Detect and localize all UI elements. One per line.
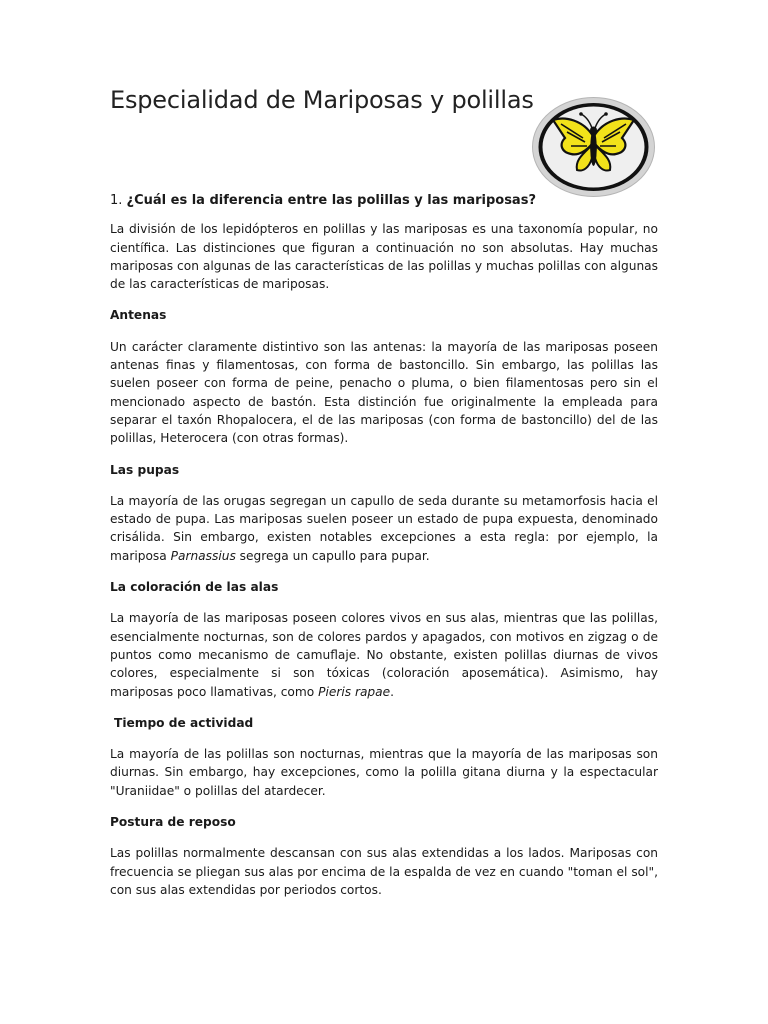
section-heading-actividad: Tiempo de actividad bbox=[114, 715, 254, 730]
section-heading-pupas: Las pupas bbox=[110, 462, 180, 477]
section-heading-reposo: Postura de reposo bbox=[110, 815, 236, 830]
pupas-text-before: La mayoría de las orugas segregan un capullo de seda durante su metamorfosis hacia el estado de pupa. Las mariposas suelen poseer un estado de pupa expuesta, denominado crisálida. Sin embargo, existen notables excepciones a esta regla: por ejemplo, la mariposa bbox=[110, 493, 658, 563]
section-text-coloracion bbox=[110, 609, 658, 700]
pupas-text-after: segrega un capullo para pupar. bbox=[235, 548, 430, 563]
intro-paragraph: La división de los lepidópteros en polillas y las mariposas es una taxonomía popular, no científica. Las distinciones que figuran a continuación no son absolutas. Hay muchas mariposas con algunas de las características de las polillas y muchas polillas con algunas de las características de mariposas. bbox=[110, 222, 658, 292]
section-heading-antenas: Antenas bbox=[110, 308, 167, 323]
section-text-actividad: La mayoría de las polillas son nocturnas, mientras que la mayoría de las mariposas son diurnas. Sin embargo, hay excepciones, como la polilla gitana diurna y la espectacular "Uraniidae" o polillas del atardecer. bbox=[110, 747, 658, 798]
species-parnassius: Parnassius bbox=[170, 548, 236, 563]
coloracion-text-before: La mayoría de las mariposas poseen colores vivos en sus alas, mientras que las polillas, esencialmente nocturnas, son de colores pardos y apagados, con motivos en zigzag o de puntos como mecanismo de camuflaje. No obstante, existen polillas diurnas de vivos colores, especialmente si son tóxicas (coloración aposemática). Asimismo, hay mariposas poco llamativas, como bbox=[110, 611, 658, 699]
butterfly-emblem-icon bbox=[531, 96, 656, 198]
question-text: ¿Cuál es la diferencia entre las polillas y las mariposas? bbox=[126, 193, 536, 208]
page-title: Especialidad de Mariposas y polillas bbox=[110, 86, 534, 114]
coloracion-text-after: . bbox=[390, 684, 395, 699]
question-number: 1. bbox=[110, 193, 123, 208]
section-heading-coloracion: La coloración de las alas bbox=[110, 580, 279, 595]
section-text-pupas bbox=[110, 492, 658, 565]
document-body bbox=[110, 192, 658, 912]
section-text-antenas: Un carácter claramente distintivo son las antenas: la mayoría de las mariposas poseen antenas finas y filamentosas, con forma de bastoncillo. Sin embargo, las polillas las suelen poseer con forma de peine, penacho o pluma, o bien filamentosas pero sin el mencionado aspecto de bastón. Esta distinción fue originalmente la empleada para separar el taxón Rhopalocera, el de las mariposas (con forma de bastoncillo) del de las polillas, Heterocera (con otras formas). bbox=[110, 339, 658, 446]
section-text-reposo: Las polillas normalmente descansan con sus alas extendidas a los lados. Mariposas con frecuencia se pliegan sus alas por encima de la espalda de vez en cuando "toman el sol", con sus alas extendidas por periodos cortos. bbox=[110, 846, 658, 897]
species-pieris-rapae: Pieris rapae bbox=[318, 684, 391, 699]
question-heading bbox=[110, 192, 658, 210]
